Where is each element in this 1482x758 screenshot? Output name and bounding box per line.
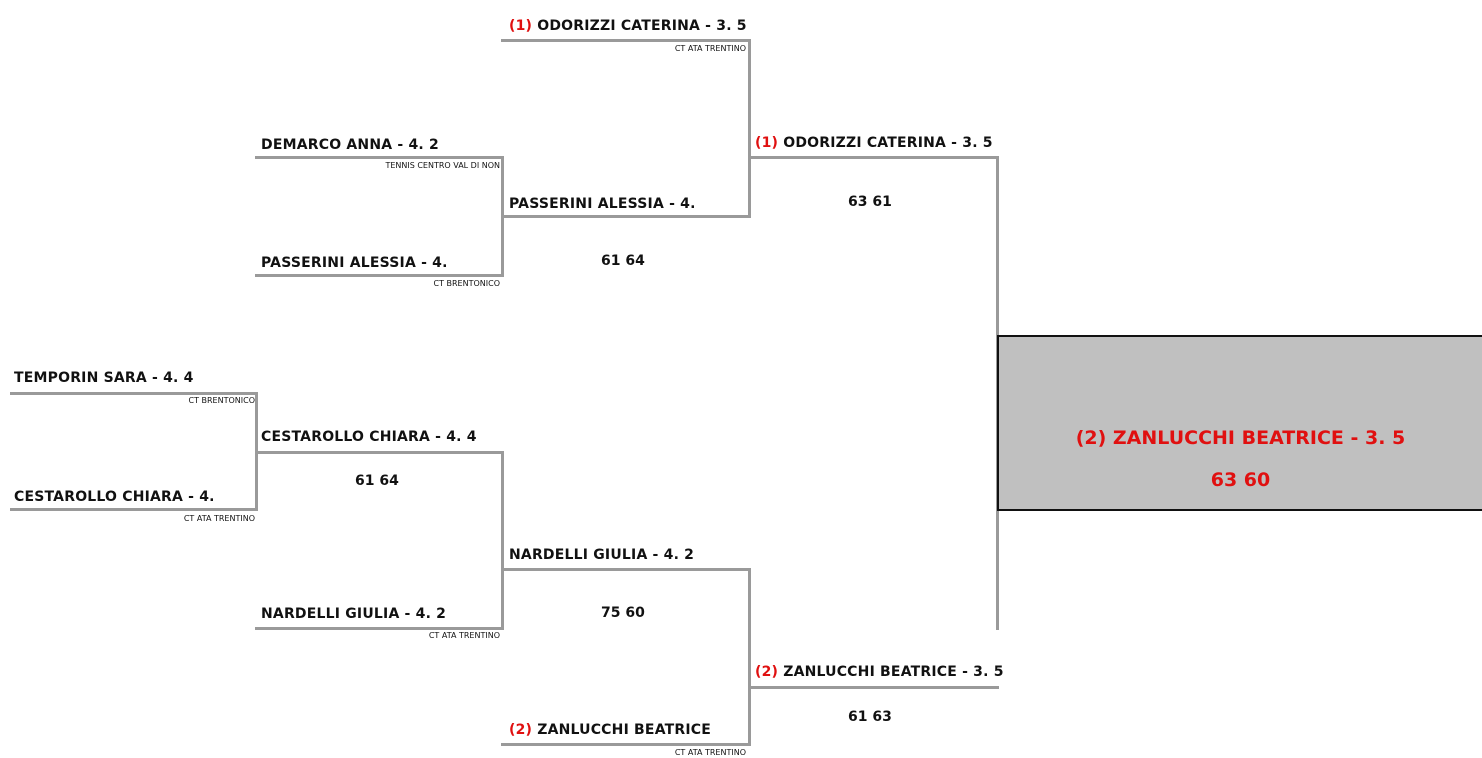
sf-seed-zanlucchi: (2) [755, 664, 779, 680]
r3-score-nardelli: 75 60 [601, 605, 645, 621]
r2-line-nardelli [255, 627, 504, 630]
r3-player-odorizzi [509, 17, 747, 35]
sf-player-zanlucchi [755, 663, 1004, 681]
r3-club-odorizzi: CT ATA TRENTINO [674, 44, 746, 53]
r2-line-demarco [255, 156, 504, 159]
r3-connector-top [748, 39, 751, 218]
r2-player-demarco: DEMARCO ANNA - 4. 2 [261, 137, 439, 153]
r1-player-cestarollo: CESTAROLLO CHIARA - 4. [14, 489, 215, 505]
r3-connector-bottom [748, 568, 751, 746]
r1-club-cestarollo: CT ATA TRENTINO [183, 514, 255, 523]
r3-line-zanlucchi [501, 743, 751, 746]
sf-line-odorizzi [748, 156, 999, 159]
r3-player-passerini: PASSERINI ALESSIA - 4. [509, 196, 696, 212]
r2-player-cestarollo: CESTAROLLO CHIARA - 4. 4 [261, 429, 477, 445]
r2-line-cestarollo [255, 451, 504, 454]
sf-line-zanlucchi [748, 686, 999, 689]
r2-line-passerini [255, 274, 504, 277]
sf-player-odorizzi [755, 134, 993, 152]
r3-name-odorizzi: ODORIZZI CATERINA - 3. 5 [537, 18, 747, 34]
winner-player: ZANLUCCHI BEATRICE - 3. 5 [1112, 427, 1406, 449]
r3-player-zanlucchi [509, 721, 711, 739]
r2-player-nardelli: NARDELLI GIULIA - 4. 2 [261, 606, 447, 622]
r2-club-nardelli: CT ATA TRENTINO [428, 631, 500, 640]
r3-line-nardelli [501, 568, 751, 571]
r3-club-zanlucchi: CT ATA TRENTINO [674, 748, 746, 757]
sf-seed-odorizzi: (1) [755, 135, 779, 151]
winner-score: 63 60 [1210, 469, 1271, 491]
winner-box [997, 335, 1482, 511]
r3-seed-odorizzi: (1) [509, 18, 533, 34]
winner-seed: (2) [1075, 427, 1107, 449]
r1-player-temporin: TEMPORIN SARA - 4. 4 [14, 370, 194, 386]
r1-line-temporin [10, 392, 257, 395]
r1-line-cestarollo [10, 508, 257, 511]
r3-name-zanlucchi: ZANLUCCHI BEATRICE [537, 722, 712, 738]
sf-score-zanlucchi: 61 63 [848, 709, 892, 725]
r3-player-nardelli: NARDELLI GIULIA - 4. 2 [509, 547, 695, 563]
sf-score-odorizzi: 63 61 [848, 194, 892, 210]
r2-score-cestarollo: 61 64 [355, 473, 399, 489]
r2-player-passerini: PASSERINI ALESSIA - 4. [261, 255, 448, 271]
r3-line-passerini [501, 215, 751, 218]
r2-connector-bottom [501, 451, 504, 630]
sf-name-zanlucchi: ZANLUCCHI BEATRICE - 3. 5 [783, 664, 1004, 680]
winner-name [999, 427, 1482, 449]
r3-score-passerini: 61 64 [601, 253, 645, 269]
r3-seed-zanlucchi: (2) [509, 722, 533, 738]
r2-club-demarco: TENNIS CENTRO VAL DI NON [385, 161, 500, 170]
r1-club-temporin: CT BRENTONICO [188, 396, 255, 405]
r3-line-odorizzi [501, 39, 751, 42]
r2-club-passerini: CT BRENTONICO [433, 279, 500, 288]
sf-name-odorizzi: ODORIZZI CATERINA - 3. 5 [783, 135, 993, 151]
